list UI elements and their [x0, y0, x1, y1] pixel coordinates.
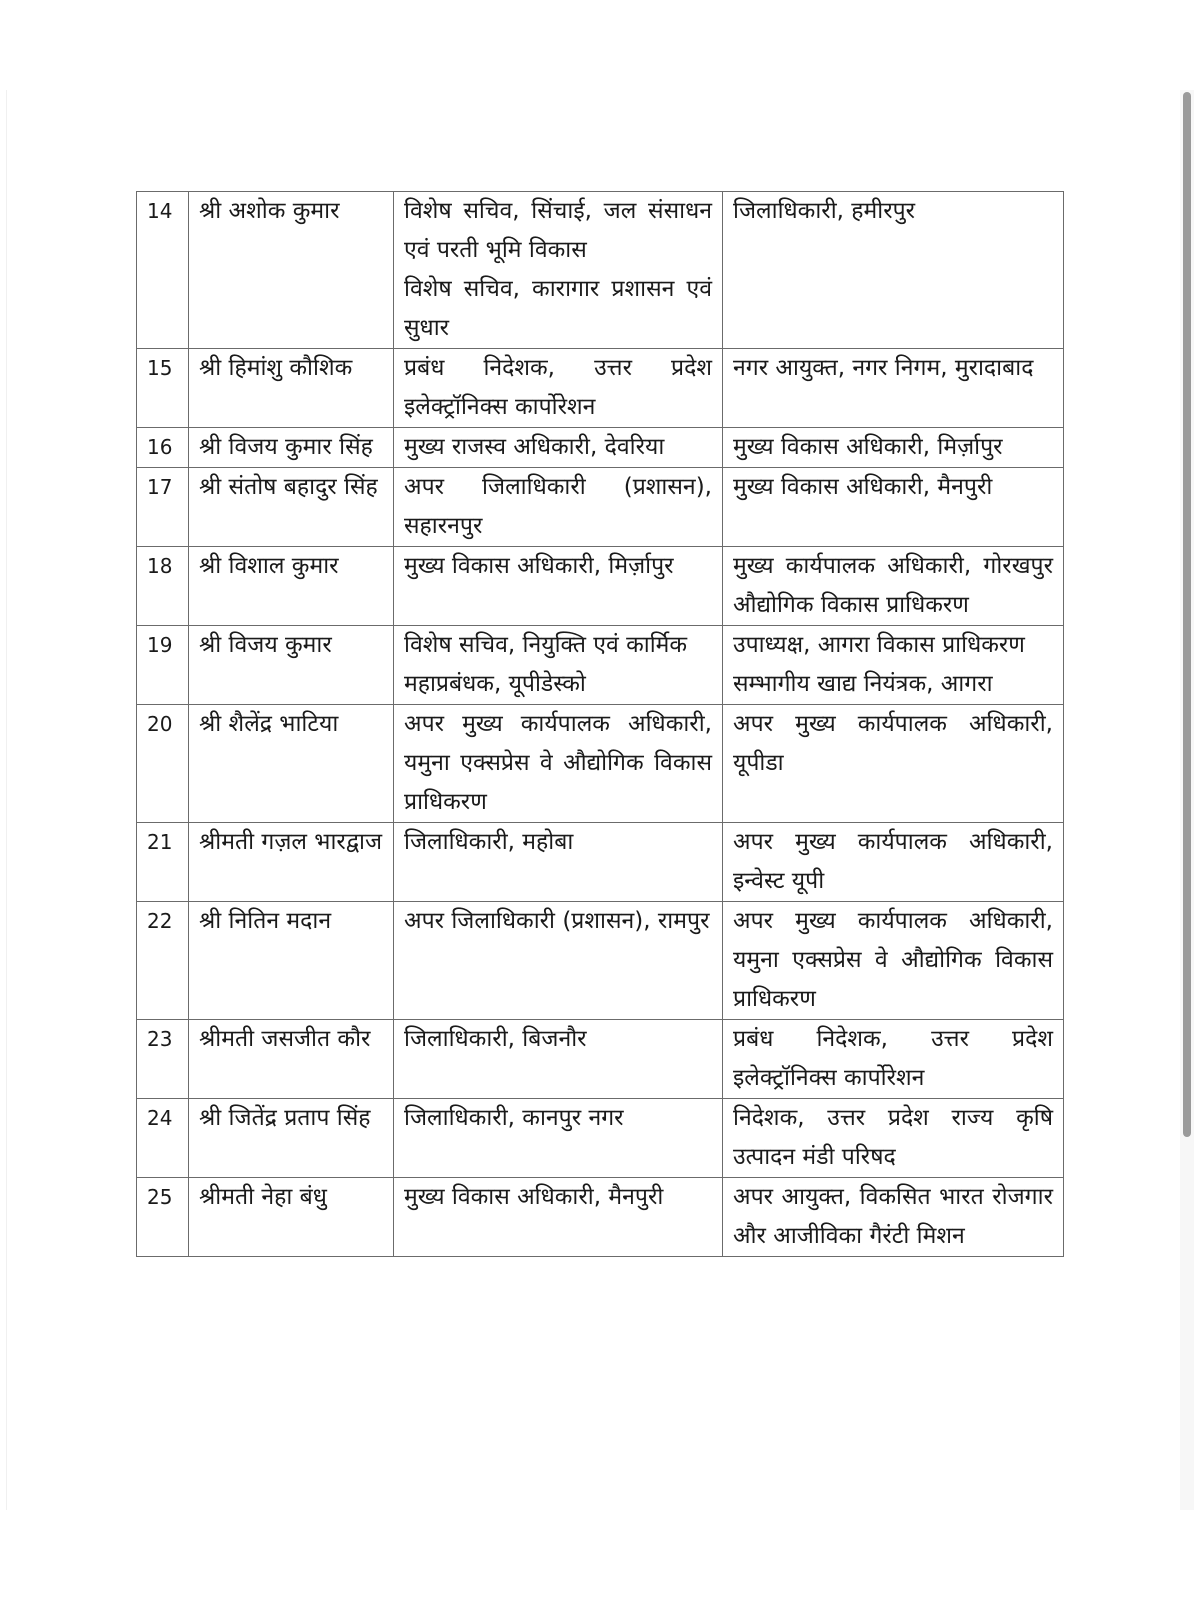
table-row: [137, 1099, 1064, 1178]
officer-name-line: श्री विजय कुमार: [199, 632, 332, 658]
current-post-line: जिलाधिकारी, बिजनौर: [404, 1026, 587, 1052]
table-row: [137, 428, 1064, 468]
officer-name-cell: [189, 626, 394, 705]
new-post-cell: [723, 428, 1064, 468]
current-post-cell: [394, 547, 723, 626]
table-row: [137, 468, 1064, 547]
officer-name-line: श्री शैलेंद्र भाटिया: [199, 711, 339, 737]
serial-number-cell: 16: [137, 428, 189, 468]
table-body: [137, 192, 1064, 1257]
new-post-line: अपर मुख्य कार्यपालक अधिकारी, यूपीडा: [733, 711, 1053, 776]
table-row: [137, 547, 1064, 626]
officer-name-cell: [189, 823, 394, 902]
current-post-line: अपर जिलाधिकारी (प्रशासन), सहारनपुर: [404, 474, 712, 539]
table-row: [137, 192, 1064, 349]
current-post-cell: [394, 1178, 723, 1257]
officer-name-line: श्री विजय कुमार सिंह: [199, 434, 373, 460]
officer-name-cell: [189, 1099, 394, 1178]
serial-number-cell: 14: [137, 192, 189, 349]
new-post-line: नगर आयुक्त, नगर निगम, मुरादाबाद: [733, 355, 1034, 381]
new-post-cell: [723, 468, 1064, 547]
current-post-cell: [394, 428, 723, 468]
officer-name-line: श्री संतोष बहादुर सिंह: [199, 474, 378, 500]
new-post-line: प्रबंध निदेशक, उत्तर प्रदेश इलेक्ट्रॉनिक्स कार्पोरेशन: [733, 1026, 1053, 1091]
serial-number-cell: 24: [137, 1099, 189, 1178]
officer-name-cell: [189, 428, 394, 468]
serial-number-cell: 25: [137, 1178, 189, 1257]
table-row: [137, 705, 1064, 823]
new-post-cell: [723, 1020, 1064, 1099]
new-post-line: मुख्य कार्यपालक अधिकारी, गोरखपुर औद्योगिक विकास प्राधिकरण: [733, 553, 1053, 618]
current-post-cell: [394, 823, 723, 902]
officer-name-cell: [189, 1020, 394, 1099]
new-post-cell: [723, 902, 1064, 1020]
table-row: [137, 1178, 1064, 1257]
officer-name-line: श्री नितिन मदान: [199, 908, 332, 934]
scrollbar-thumb[interactable]: [1183, 92, 1191, 1137]
current-post-line: प्रबंध निदेशक, उत्तर प्रदेश इलेक्ट्रॉनिक्स कार्पोरेशन: [404, 355, 712, 420]
officer-transfer-table: [136, 191, 1064, 1257]
current-post-line: मुख्य राजस्व अधिकारी, देवरिया: [404, 434, 665, 460]
current-post-line: मुख्य विकास अधिकारी, मैनपुरी: [404, 1184, 664, 1210]
table-row: [137, 626, 1064, 705]
table-row: [137, 902, 1064, 1020]
new-post-cell: [723, 192, 1064, 349]
serial-number-cell: 18: [137, 547, 189, 626]
current-post-line: मुख्य विकास अधिकारी, मिर्ज़ापुर: [404, 553, 674, 579]
table-row: [137, 349, 1064, 428]
page-bottom-margin: [0, 1510, 1200, 1600]
current-post-line: महाप्रबंधक, यूपीडेस्को: [404, 671, 586, 697]
current-post-cell: [394, 468, 723, 547]
current-post-cell: [394, 902, 723, 1020]
serial-number-cell: 22: [137, 902, 189, 1020]
officer-name-line: श्रीमती गज़ल भारद्वाज: [199, 829, 383, 855]
current-post-line: विशेष सचिव, सिंचाई, जल संसाधन एवं परती भूमि विकास: [404, 198, 712, 263]
officer-name-cell: [189, 902, 394, 1020]
new-post-line: मुख्य विकास अधिकारी, मिर्ज़ापुर: [733, 434, 1003, 460]
current-post-line: जिलाधिकारी, कानपुर नगर: [404, 1105, 624, 1131]
new-post-cell: [723, 626, 1064, 705]
new-post-line: मुख्य विकास अधिकारी, मैनपुरी: [733, 474, 993, 500]
officer-name-line: श्री अशोक कुमार: [199, 198, 340, 224]
current-post-cell: [394, 626, 723, 705]
new-post-line: उपाध्यक्ष, आगरा विकास प्राधिकरण: [733, 632, 1025, 658]
officer-name-line: श्री विशाल कुमार: [199, 553, 339, 579]
current-post-line: विशेष सचिव, कारागार प्रशासन एवं सुधार: [404, 276, 712, 341]
new-post-line: अपर मुख्य कार्यपालक अधिकारी, इन्वेस्ट यूपी: [733, 829, 1053, 894]
current-post-line: अपर जिलाधिकारी (प्रशासन), रामपुर: [404, 908, 710, 934]
officer-name-cell: [189, 192, 394, 349]
officer-name-cell: [189, 349, 394, 428]
serial-number-cell: 20: [137, 705, 189, 823]
new-post-cell: [723, 1099, 1064, 1178]
current-post-cell: [394, 192, 723, 349]
officer-name-line: श्रीमती नेहा बंधु: [199, 1184, 327, 1210]
page-top-margin: [0, 0, 1200, 90]
serial-number-cell: 19: [137, 626, 189, 705]
new-post-cell: [723, 705, 1064, 823]
new-post-cell: [723, 823, 1064, 902]
current-post-cell: [394, 1020, 723, 1099]
officer-name-line: श्रीमती जसजीत कौर: [199, 1026, 371, 1052]
officer-name-cell: [189, 705, 394, 823]
officer-name-cell: [189, 547, 394, 626]
current-post-line: विशेष सचिव, नियुक्ति एवं कार्मिक: [404, 632, 688, 658]
current-post-cell: [394, 705, 723, 823]
officer-name-line: श्री जितेंद्र प्रताप सिंह: [199, 1105, 371, 1131]
current-post-cell: [394, 1099, 723, 1178]
serial-number-cell: 17: [137, 468, 189, 547]
officer-name-cell: [189, 468, 394, 547]
current-post-line: अपर मुख्य कार्यपालक अधिकारी, यमुना एक्सप्रेस वे औद्योगिक विकास प्राधिकरण: [404, 711, 712, 815]
new-post-cell: [723, 547, 1064, 626]
serial-number-cell: 23: [137, 1020, 189, 1099]
new-post-line: सम्भागीय खाद्य नियंत्रक, आगरा: [733, 671, 993, 697]
new-post-line: जिलाधिकारी, हमीरपुर: [733, 198, 916, 224]
officer-name-line: श्री हिमांशु कौशिक: [199, 355, 353, 381]
serial-number-cell: 21: [137, 823, 189, 902]
new-post-line: निदेशक, उत्तर प्रदेश राज्य कृषि उत्पादन मंडी परिषद: [733, 1105, 1053, 1170]
current-post-cell: [394, 349, 723, 428]
new-post-line: अपर मुख्य कार्यपालक अधिकारी, यमुना एक्सप्रेस वे औद्योगिक विकास प्राधिकरण: [733, 908, 1053, 1012]
table-row: [137, 1020, 1064, 1099]
current-post-line: जिलाधिकारी, महोबा: [404, 829, 574, 855]
new-post-line: अपर आयुक्त, विकसित भारत रोजगार और आजीविका गैरंटी मिशन: [733, 1184, 1053, 1249]
officer-name-cell: [189, 1178, 394, 1257]
new-post-cell: [723, 1178, 1064, 1257]
table-row: [137, 823, 1064, 902]
new-post-cell: [723, 349, 1064, 428]
serial-number-cell: 15: [137, 349, 189, 428]
